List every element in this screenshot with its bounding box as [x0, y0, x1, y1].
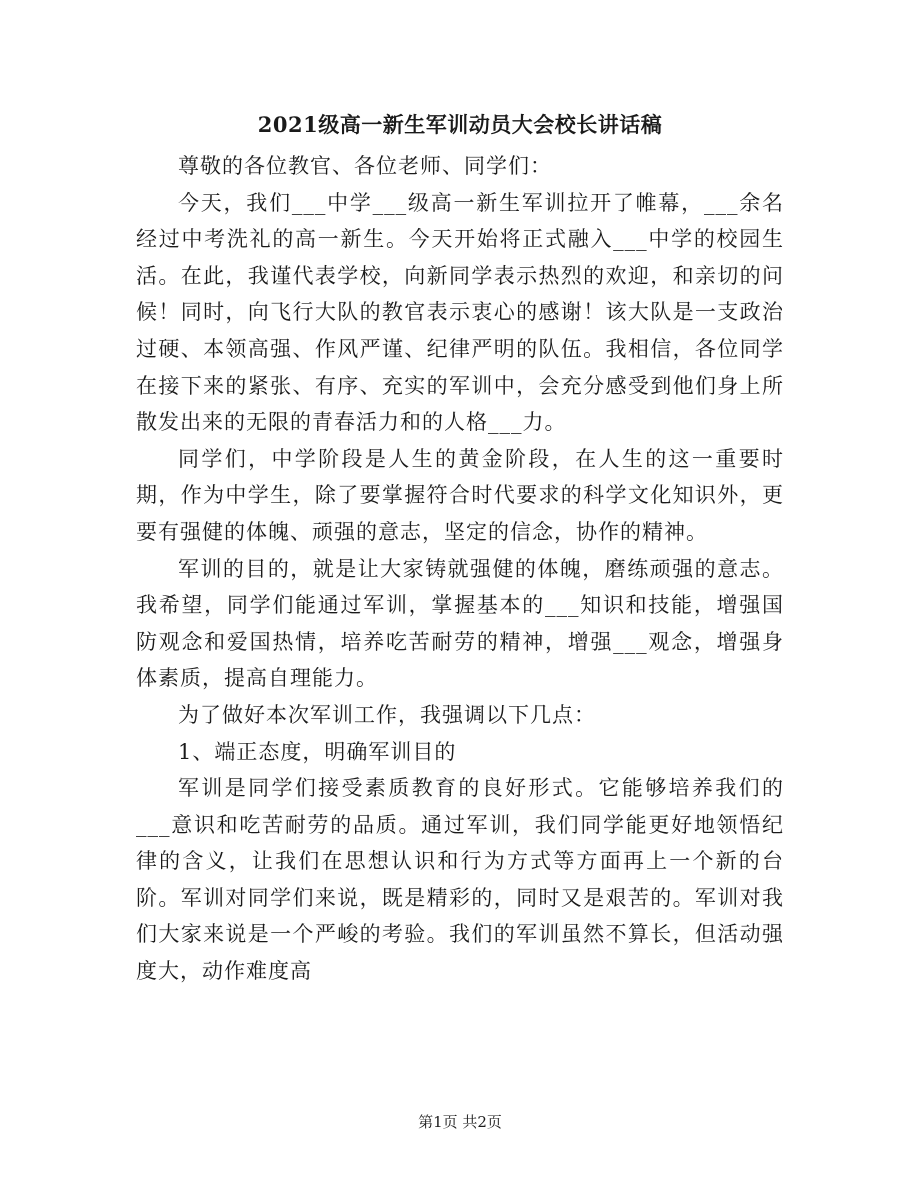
section-heading: 1、端正态度，明确军训目的: [178, 739, 457, 764]
paragraph: 同学们，中学阶段是人生的黄金阶段，在人生的这一重要时期，作为中学生，除了要掌握符合时代要求的科学文化知识外，更要有强健的体魄、顽强的意志，坚定的信念，协作的精神。: [136, 446, 784, 544]
document-body: [136, 148, 784, 990]
paragraph: 军训是同学们接受素质教育的良好形式。它能够培养我们的___意识和吃苦耐劳的品质。通过军训，我们同学能更好地领悟纪律的含义，让我们在思想认识和行为方式等方面再上一个新的台阶。军训对同学们来说，既是精彩的，同时又是艰苦的。军训对我们大家来说是一个严峻的考验。我们的军训虽然不算长，但活动强度大，动作难度高: [136, 776, 784, 984]
document-title: 2021级高一新生军训动员大会校长讲话稿: [257, 112, 663, 137]
paragraph: 今天，我们___中学___级高一新生军训拉开了帷幕，___余名经过中考洗礼的高一新生。今天开始将正式融入___中学的校园生活。在此，我谨代表学校，向新同学表示热烈的欢迎，和亲切的问候！同时，向飞行大队的教官表示衷心的感谢！该大队是一支政治过硬、本领高强、作风严谨、纪律严明的队伍。我相信，各位同学在接下来的紧张、有序、充实的军训中，会充分感受到他们身上所散发出来的无限的青春活力和的人格___力。: [136, 190, 784, 435]
paragraph: 为了做好本次军训工作，我强调以下几点：: [178, 702, 596, 727]
paragraph-salutation: 尊敬的各位教官、各位老师、同学们：: [178, 154, 552, 178]
page-number: 第1页 共2页: [418, 1113, 502, 1131]
paragraph: 军训的目的，就是让大家铸就强健的体魄，磨练顽强的意志。我希望，同学们能通过军训，掌握基本的___知识和技能，增强国防观念和爱国热情，培养吃苦耐劳的精神，增强___观念，增强身体素质，提高自理能力。: [136, 556, 784, 691]
